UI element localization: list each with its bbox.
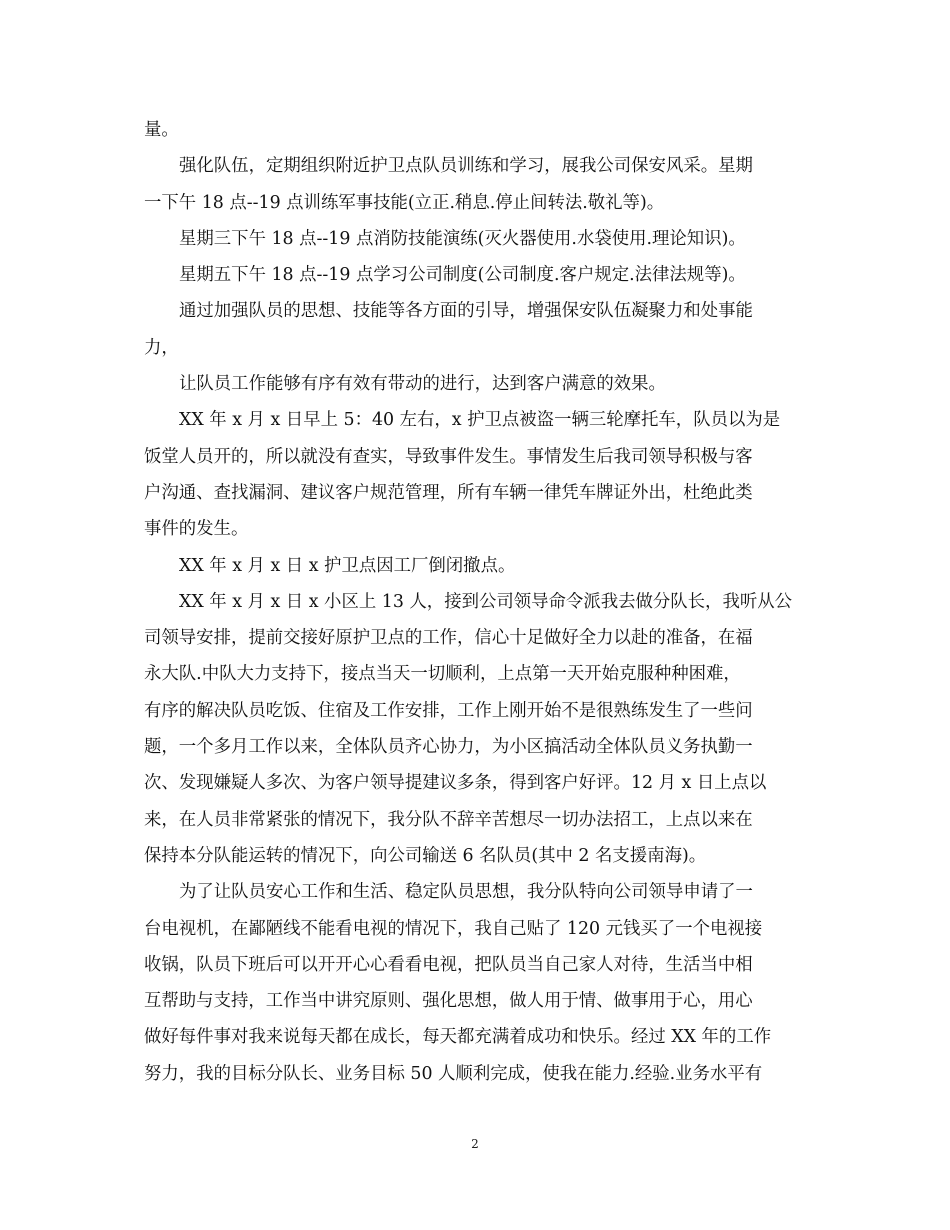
text-line: 保持本分队能运转的情况下，向公司输送 6 名队员(其中 2 名支援南海)。 [144, 845, 707, 866]
text-line: 题，一个多月工作以来，全体队员齐心协力，为小区搞活动全体队员义务执勤一 [144, 737, 753, 758]
text-line: 互帮助与支持，工作当中讲究原则、强化思想，做人用于情、做事用于心，用心 [144, 991, 753, 1012]
text-line: 量。 [144, 120, 179, 140]
text-line: 永大队.中队大力支持下，接点当天一切顺利，上点第一天开始克服种种困难， [144, 664, 741, 685]
text-line: 台电视机，在鄙陋线不能看电视的情况下，我自己贴了 120 元钱买了一个电视接 [144, 918, 763, 939]
text-line: XX 年 x 月 x 日早上 5：40 左右，x 护卫点被盗一辆三轮摩托车，队员以为是 [179, 410, 781, 431]
text-line: 饭堂人员开的，所以就没有查实，导致事件发生。事情发生后我司领导积极与客 [144, 446, 753, 467]
text-line: 有序的解决队员吃饭、住宿及工作安排，工作上刚开始不是很熟练发生了一些问 [144, 700, 753, 721]
text-line: 事件的发生。 [144, 519, 249, 540]
page-number: 2 [471, 1137, 479, 1151]
text-line: 户沟通、查找漏洞、建议客户规范管理，所有车辆一律凭车牌证外出，杜绝此类 [144, 482, 753, 503]
text-line: 来，在人员非常紧张的情况下，我分队不辞辛苦想尽一切办法招工，上点以来在 [144, 809, 753, 830]
text-line: 司领导安排，提前交接好原护卫点的工作，信心十足做好全力以赴的准备，在福 [144, 628, 753, 649]
text-line: 力， [144, 337, 179, 358]
text-line: 次、发现嫌疑人多次、为客户领导提建议多条，得到客户好评。12 月 x 日上点以 [144, 773, 767, 794]
text-line: XX 年 x 月 x 日 x 小区上 13 人，接到公司领导命令派我去做分队长，我听从公 [179, 591, 793, 612]
text-line: 为了让队员安心工作和生活、稳定队员思想，我分队特向公司领导申请了一 [179, 882, 753, 903]
text-line: 做好每件事对我来说每天都在成长，每天都充满着成功和快乐。经过 XX 年的工作 [144, 1027, 772, 1048]
text-line: 努力，我的目标分队长、业务目标 50 人顺利完成，使我在能力.经验.业务水平有 [144, 1063, 763, 1084]
text-line: XX 年 x 月 x 日 x 护卫点因工厂倒闭撤点。 [179, 555, 516, 576]
text-line: 收锅，队员下班后可以开开心心看看电视，把队员当自己家人对待，生活当中相 [144, 954, 753, 975]
text-line: 让队员工作能够有序有效有带动的进行，达到客户满意的效果。 [179, 374, 666, 395]
text-line: 强化队伍，定期组织附近护卫点队员训练和学习，展我公司保安风采。星期 [179, 156, 753, 177]
text-line: 星期五下午 18 点--19 点学习公司制度(公司制度.客户规定.法律法规等)。 [179, 265, 746, 286]
text-line: 星期三下午 18 点--19 点消防技能演练(灭火器使用.水袋使用.理论知识)。 [179, 228, 746, 249]
text-line: 通过加强队员的思想、技能等各方面的引导，增强保安队伍凝聚力和处事能 [179, 301, 753, 322]
text-line: 一下午 18 点--19 点训练军事技能(立正.稍息.停止间转法.敬礼等)。 [144, 192, 665, 213]
document-body [144, 112, 804, 1092]
